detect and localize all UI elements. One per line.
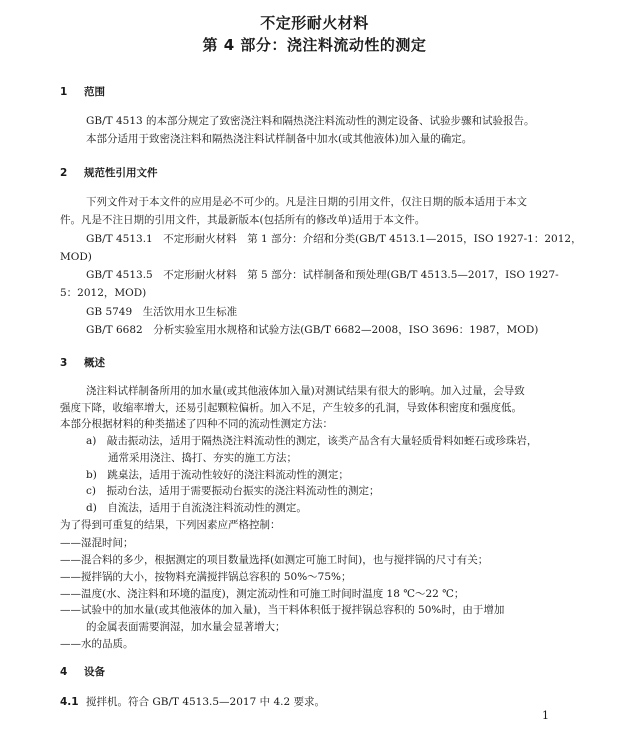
dash-item: ——水的品质。 — [60, 638, 134, 650]
document-subtitle: 第 4 部分：浇注料流动性的测定 — [202, 36, 427, 54]
paragraph-line: 本部分根据材料的种类描述了四种不同的流动性测定方法： — [60, 418, 333, 430]
list-item: c) 振动台法，适用于需要振动台振实的浇注料流动性的测定； — [86, 485, 380, 497]
list-item: a) 敲击振动法，适用于隔热浇注料流动性的测定，该类产品含有大量轻质骨料如蛭石或珍珠岩， — [86, 435, 538, 447]
section-title: 规范性引用文件 — [84, 167, 158, 179]
paragraph-line: 强度下降，收缩率增大，还易引起颗粒偏析。加入不足，产生较多的孔洞，导致体积密度和强度低。 — [60, 402, 522, 414]
section-title: 概述 — [84, 357, 105, 369]
dash-item: ——试验中的加水量(或其他液体的加入量)，当干料体积低于搅拌锅总容积的 50%时，由于增加 — [60, 604, 505, 616]
section-number: 3 — [60, 357, 68, 369]
section-4-heading — [60, 664, 105, 679]
dash-item: ——混合料的多少，根据测定的项目数量选择(如测定可施工时间)，也与搅拌锅的尺寸有关； — [60, 554, 489, 566]
clause-text: 搅拌机。符合 GB/T 4513.5—2017 中 4.2 要求。 — [86, 696, 325, 708]
reference-line: GB/T 4513.5 不定形耐火材料 第 5 部分：试样制备和预处理(GB/T 4513.5—2017，ISO 1927- — [86, 269, 559, 281]
reference-line: GB/T 6682 分析实验室用水规格和试验方法(GB/T 6682—2008，ISO 3696：1987，MOD) — [86, 324, 539, 336]
reference-line: MOD) — [60, 251, 92, 263]
section-title: 范围 — [84, 86, 105, 98]
clause-number: 4.1 — [60, 696, 79, 708]
dash-item: ——搅拌锅的大小，按物料充满搅拌锅总容积的 50%～75%； — [60, 571, 352, 583]
section-2-heading — [60, 165, 158, 180]
dash-item: ——温度(水、浇注料和环境的温度)，测定流动性和可施工时间时温度 18 ℃～22 ℃； — [60, 588, 465, 600]
paragraph-line: GB/T 4513 的本部分规定了致密浇注料和隔热浇注料流动性的测定设备、试验步骤和试验报告。 — [86, 115, 535, 127]
paragraph-line: 件。凡是不注日期的引用文件，其最新版本(包括所有的修改单)适用于本文件。 — [60, 214, 426, 226]
paragraph-line: 本部分适用于致密浇注料和隔热浇注料试样制备中加水(或其他液体)加入量的确定。 — [86, 133, 473, 145]
section-1-heading — [60, 84, 105, 99]
reference-line: GB 5749 生活饮用水卫生标准 — [86, 306, 238, 318]
reference-line: 5：2012，MOD) — [60, 287, 147, 299]
section-3-heading — [60, 355, 105, 370]
dash-item: ——湿混时间； — [60, 537, 134, 549]
clause-4-1 — [60, 695, 325, 709]
section-number: 1 — [60, 86, 68, 98]
list-item: d) 自流法，适用于自流浇注料流动性的测定。 — [86, 502, 307, 514]
reference-line: GB/T 4513.1 不定形耐火材料 第 1 部分：介绍和分类(GB/T 4513.1—2015，ISO 1927-1：2012， — [86, 233, 582, 245]
section-number: 4 — [60, 666, 68, 678]
paragraph-line: 为了得到可重复的结果，下列因素应严格控制： — [60, 519, 281, 531]
list-item: b) 跳桌法，适用于流动性较好的浇注料流动性的测定； — [86, 469, 349, 481]
page-number: 1 — [542, 709, 549, 722]
paragraph-line: 浇注料试样制备所用的加水量(或其他液体加入量)对测试结果有很大的影响。加入过量，会导致 — [86, 385, 525, 397]
dash-item-continuation: 的金属表面需要润湿，加水量会显著增大； — [86, 621, 286, 633]
section-number: 2 — [60, 167, 68, 179]
paragraph-line: 下列文件对于本文件的应用是必不可少的。凡是注日期的引用文件，仅注日期的版本适用于本文 — [86, 196, 527, 208]
list-item-continuation: 通常采用浇注、捣打、夯实的施工方法； — [108, 452, 297, 464]
section-title: 设备 — [84, 666, 105, 678]
document-title: 不定形耐火材料 — [260, 14, 369, 32]
